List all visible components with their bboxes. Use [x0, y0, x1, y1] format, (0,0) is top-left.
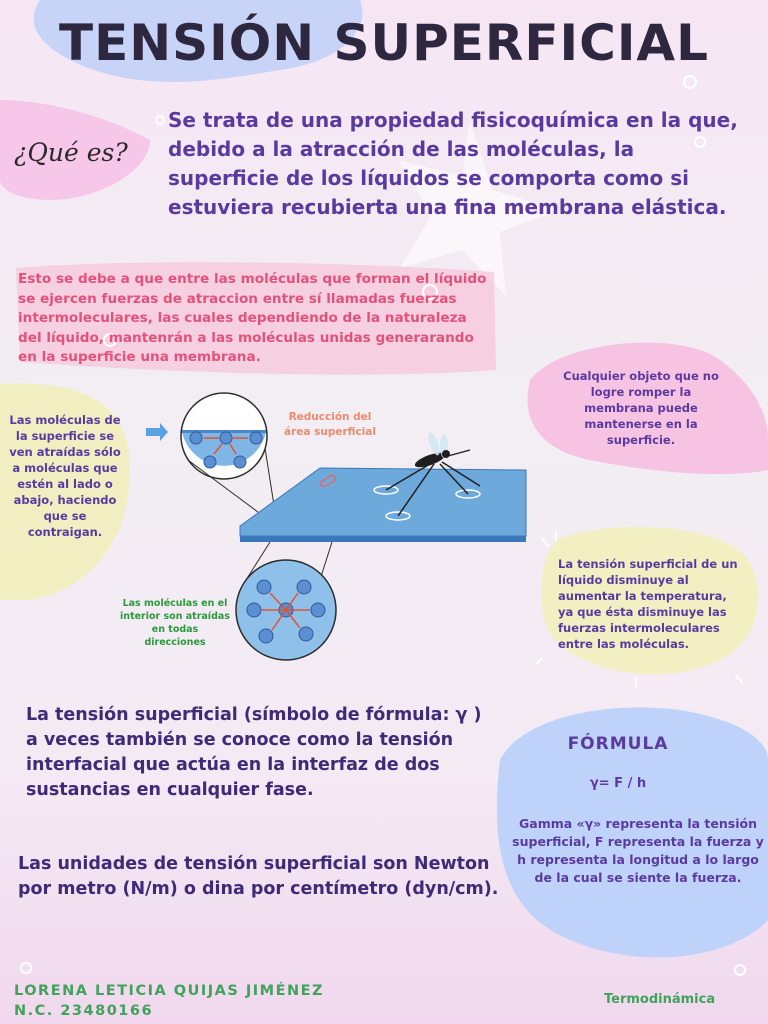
molecule	[204, 456, 216, 468]
molecule	[234, 456, 246, 468]
reduction-label: Reducción del área superficial	[284, 411, 376, 438]
units-paragraph: Las unidades de tensión superficial son Newton por metro (N/m) o dina por centímetro (dyn/cm).	[18, 854, 499, 899]
molecule	[250, 432, 262, 444]
definition-text: Se trata de una propiedad fisicoquímica en la que, debido a la atracción de las moléculas, la superficie de los líquidos se comporta como si estuviera recubierta una fina membrana elástica.	[168, 108, 738, 219]
subject-label: Termodinámica	[604, 992, 716, 1007]
explanation-text: Esto se debe a que entre las moléculas que forman el líquido se ejercen fuerzas de atraccion entre sí llamadas fuerzas intermoleculares, las cuales dependiendo de la naturaleza del líquido, mantenrán a las moléculas unidas generarando en la superficie una membrana.	[18, 271, 487, 365]
author-name: LORENA LETICIA QUIJAS JIMÉNEZ	[14, 983, 325, 999]
molecule	[311, 603, 325, 617]
molecule	[259, 629, 273, 643]
author-block	[14, 981, 324, 1021]
object-note: Cualquier objeto que no logre romper la membrana puede mantenerse en la superficie.	[563, 369, 719, 447]
formula-equation: γ= F / h	[589, 776, 647, 791]
question-label: ¿Qué es?	[14, 138, 128, 167]
interior-molecules-note: Las moléculas en el interior son atraídas en todas direcciones	[120, 598, 230, 648]
student-id: N.C. 23480166	[14, 1003, 154, 1019]
pointer-arrow-icon	[146, 423, 168, 441]
symbol-paragraph: La tensión superficial (símbolo de fórmula: γ ) a veces también se conoce como la tensión interfacial que actúa en la interfaz de dos sustancias en cualquier fase.	[26, 705, 482, 800]
molecule	[190, 432, 202, 444]
molecule	[247, 603, 261, 617]
sparkle-icon	[536, 528, 756, 688]
temperature-note: La tensión superficial de un líquido disminuye al aumentar la temperatura, ya que ésta disminuye las fuerzas intermoleculares entre las moléculas.	[558, 557, 738, 651]
molecule	[220, 432, 232, 444]
molecule	[299, 627, 313, 641]
molecule	[257, 580, 271, 594]
page-title: TENSIÓN SUPERFICIAL	[58, 14, 709, 72]
formula-title: FÓRMULA	[567, 734, 669, 754]
surface-molecules-note: Las moléculas de la superficie se ven atraídas sólo a moléculas que estén al lado o abajo, haciendo que se contraigan.	[9, 413, 121, 539]
formula-description: Gamma «γ» representa la tensión superficial, F representa la fuerza y h representa la longitud a lo largo de la cual se siente la fuerza.	[512, 816, 764, 885]
molecule	[297, 580, 311, 594]
